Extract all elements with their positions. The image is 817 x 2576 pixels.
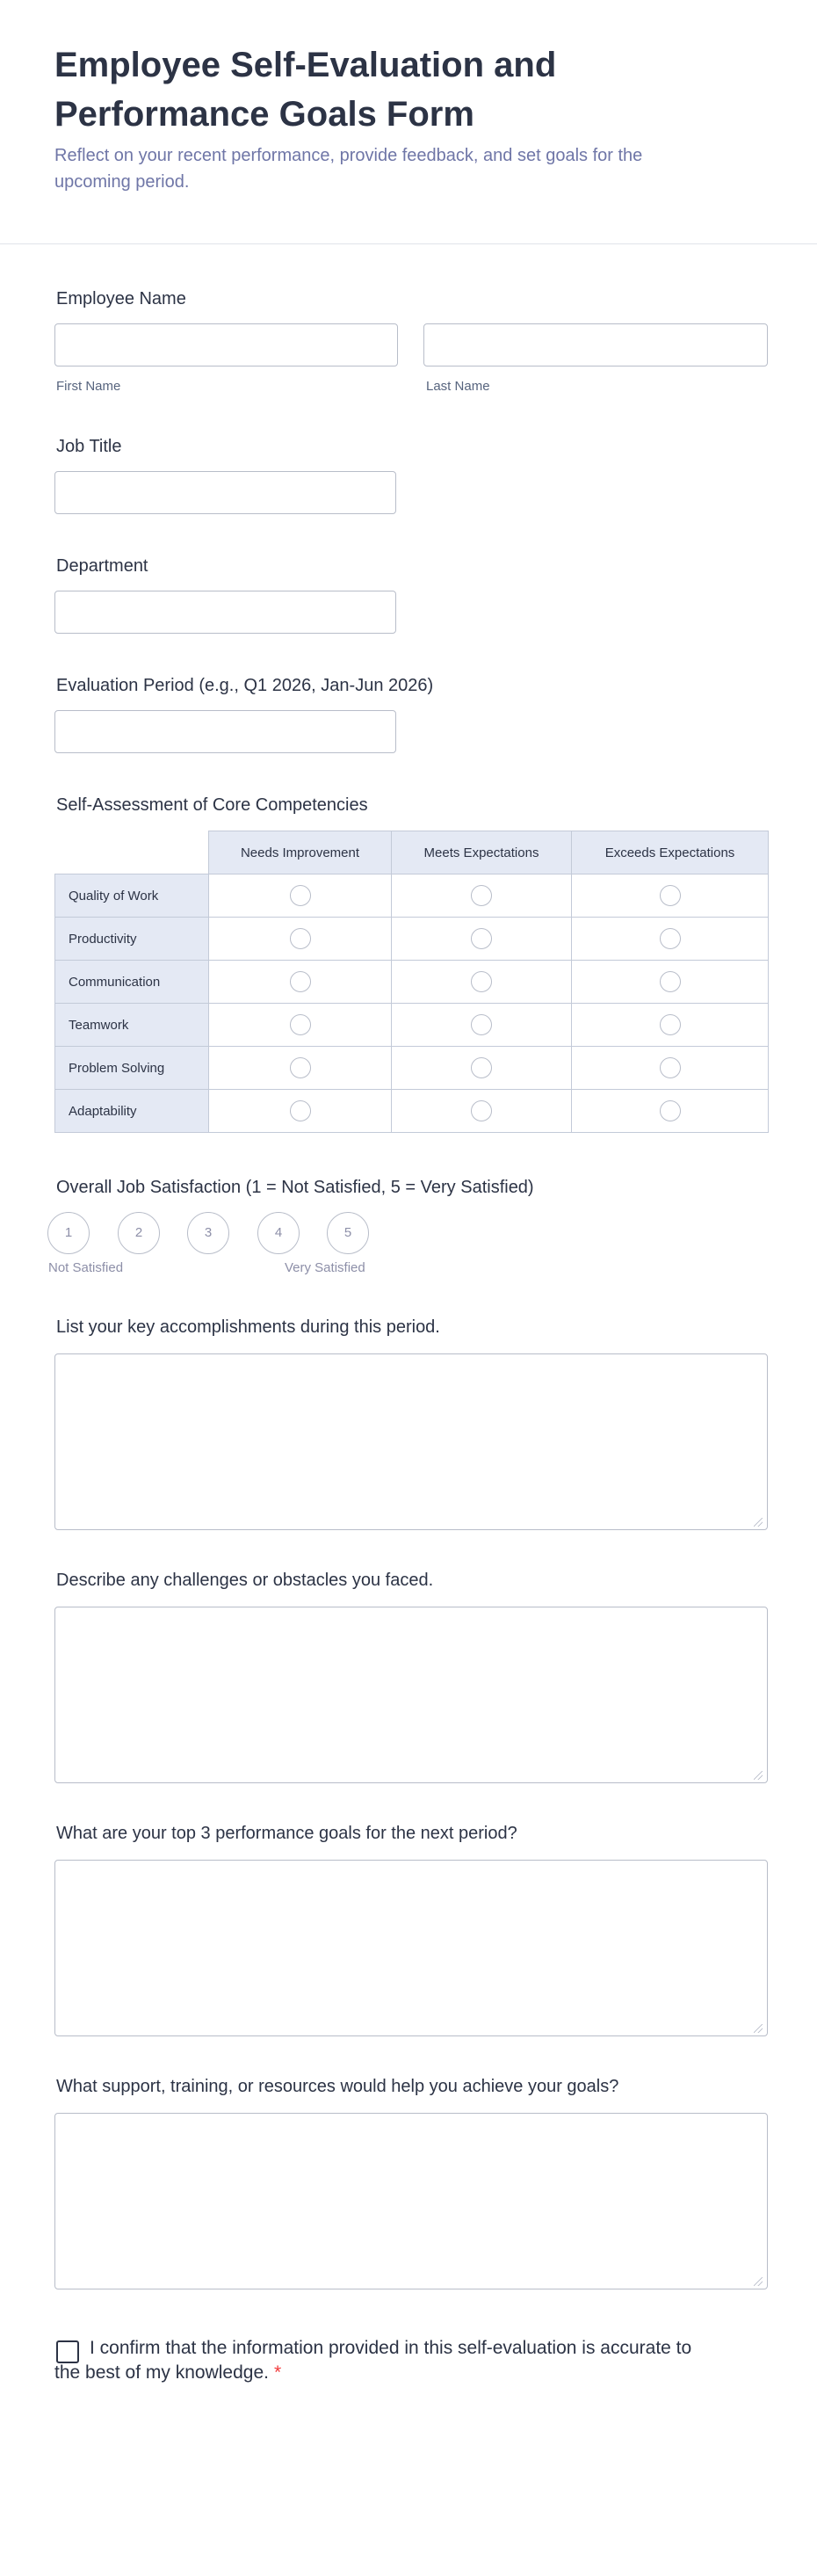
matrix-row (55, 1090, 769, 1133)
matrix-row-label: Teamwork (55, 1004, 209, 1047)
matrix-radio[interactable] (660, 1057, 681, 1078)
accomplishments-label: List your key accomplishments during this period. (56, 1317, 440, 1337)
matrix-radio[interactable] (471, 1014, 492, 1035)
resize-handle-icon[interactable] (754, 1771, 763, 1780)
matrix-radio[interactable] (471, 1057, 492, 1078)
matrix-row (55, 874, 769, 918)
matrix-column-header: Exceeds Expectations (572, 831, 769, 874)
form-title: Employee Self-Evaluation and Performance Goals Form (54, 46, 557, 134)
scale-option-4[interactable]: 4 (257, 1212, 300, 1254)
job-title-input[interactable] (54, 471, 396, 514)
goals-label: What are your top 3 performance goals for the next period? (56, 1824, 517, 1843)
scale-high-label: Very Satisfied (285, 1260, 365, 1275)
matrix-row (55, 918, 769, 961)
evaluation-period-input[interactable] (54, 710, 396, 753)
last-name-input[interactable] (423, 323, 768, 366)
matrix-radio[interactable] (290, 885, 311, 906)
matrix-row-label: Quality of Work (55, 874, 209, 918)
support-label: What support, training, or resources would help you achieve your goals? (56, 2077, 619, 2096)
confirm-text: I confirm that the information provided in this self-evaluation is accurate to the best of my knowledge. (54, 2338, 692, 2383)
matrix-radio[interactable] (660, 885, 681, 906)
accomplishments-textarea[interactable] (54, 1353, 768, 1530)
satisfaction-label: Overall Job Satisfaction (1 = Not Satisfied, 5 = Very Satisfied) (56, 1178, 534, 1197)
department-input[interactable] (54, 591, 396, 634)
resize-handle-icon[interactable] (754, 1518, 763, 1527)
matrix-radio[interactable] (660, 971, 681, 992)
matrix-radio[interactable] (290, 928, 311, 949)
matrix-radio[interactable] (471, 928, 492, 949)
matrix-radio[interactable] (290, 1014, 311, 1035)
matrix-row-label: Communication (55, 961, 209, 1004)
matrix-column-header: Meets Expectations (392, 831, 572, 874)
support-textarea[interactable] (54, 2113, 768, 2289)
evaluation-period-label: Evaluation Period (e.g., Q1 2026, Jan-Jun 2026) (56, 676, 434, 695)
matrix-row (55, 1047, 769, 1090)
matrix-row-label: Productivity (55, 918, 209, 961)
matrix-row-label: Problem Solving (55, 1047, 209, 1090)
matrix-row (55, 961, 769, 1004)
matrix-column-header: Needs Improvement (209, 831, 392, 874)
first-name-input[interactable] (54, 323, 398, 366)
matrix-radio[interactable] (290, 971, 311, 992)
matrix-radio[interactable] (660, 928, 681, 949)
confirm-text-block (54, 2336, 722, 2385)
matrix-radio[interactable] (660, 1100, 681, 1121)
scale-option-2[interactable]: 2 (118, 1212, 160, 1254)
department-label: Department (56, 556, 148, 576)
last-name-sublabel: Last Name (426, 379, 490, 394)
matrix-corner (55, 831, 209, 874)
matrix-radio[interactable] (290, 1100, 311, 1121)
matrix-row (55, 1004, 769, 1047)
employee-name-label: Employee Name (56, 289, 186, 308)
goals-textarea[interactable] (54, 1860, 768, 2036)
form-subtitle: Reflect on your recent performance, provide feedback, and set goals for the upcoming period. (54, 146, 643, 192)
resize-handle-icon[interactable] (754, 2024, 763, 2033)
scale-low-label: Not Satisfied (48, 1260, 124, 1275)
competencies-matrix (54, 831, 769, 1133)
matrix-radio[interactable] (471, 885, 492, 906)
scale-option-1[interactable]: 1 (47, 1212, 90, 1254)
first-name-sublabel: First Name (56, 379, 121, 394)
job-title-label: Job Title (56, 437, 122, 456)
required-marker: * (273, 2362, 282, 2383)
matrix-radio[interactable] (471, 971, 492, 992)
scale-option-3[interactable]: 3 (187, 1212, 229, 1254)
matrix-radio[interactable] (471, 1100, 492, 1121)
matrix-radio[interactable] (660, 1014, 681, 1035)
challenges-textarea[interactable] (54, 1607, 768, 1783)
resize-handle-icon[interactable] (754, 2277, 763, 2286)
matrix-header-row (55, 831, 769, 874)
form-header (0, 0, 817, 244)
matrix-row-label: Adaptability (55, 1090, 209, 1133)
challenges-label: Describe any challenges or obstacles you faced. (56, 1571, 434, 1590)
matrix-radio[interactable] (290, 1057, 311, 1078)
scale-option-5[interactable]: 5 (327, 1212, 369, 1254)
competencies-label: Self-Assessment of Core Competencies (56, 795, 368, 815)
